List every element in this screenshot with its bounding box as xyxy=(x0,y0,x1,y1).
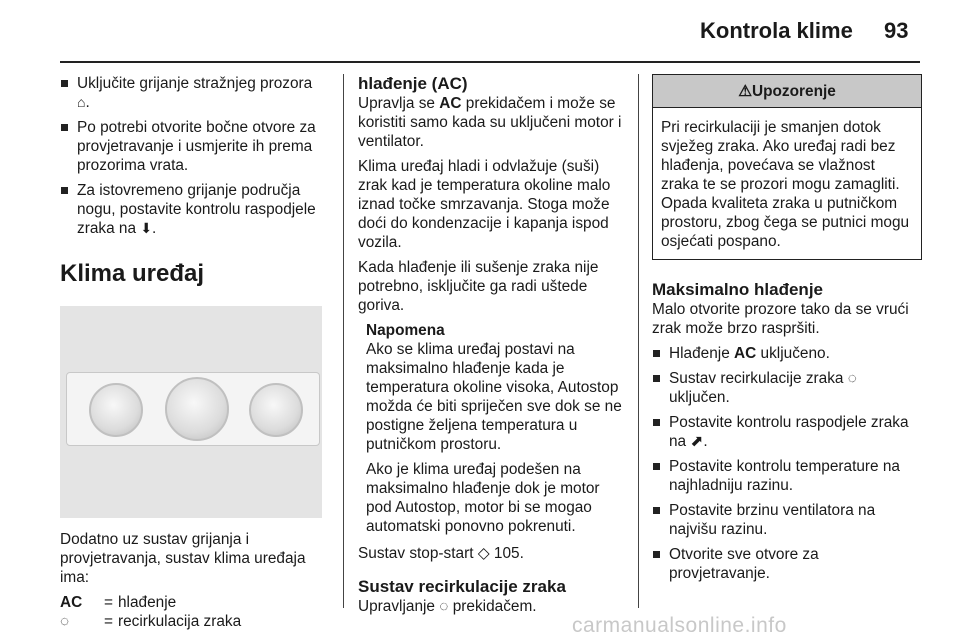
bullet-text: Postavite kontrolu temperature na najhladniju razinu. xyxy=(669,458,900,494)
column-right xyxy=(652,74,922,589)
bullet-text: Za istovremeno grijanje područja nogu, postavite kontrolu raspodjele zraka na xyxy=(77,182,316,237)
list-item xyxy=(652,369,922,407)
section-heading-recirculation: Sustav recirkulacije zraka xyxy=(358,577,566,596)
climate-control-panel-figure xyxy=(60,306,322,518)
ref-page: 105. xyxy=(493,545,524,562)
warning-icon: ⚠ xyxy=(738,83,752,100)
header-rule xyxy=(60,61,920,63)
definition-list xyxy=(60,593,328,631)
warning-header xyxy=(653,75,921,108)
bullet-tail: . xyxy=(152,220,157,237)
note-title: Napomena xyxy=(366,322,445,339)
paragraph: Kada hlađenje ili sušenje zraka nije potrebno, isključite ga radi uštede goriva. xyxy=(358,259,599,314)
ac-label: AC xyxy=(734,345,757,362)
fan-speed-knob xyxy=(165,377,229,441)
watermark: carmanualsonline.info xyxy=(572,614,787,637)
bullet-marker xyxy=(653,350,660,357)
text-span: Upravljanje xyxy=(358,598,435,615)
text-span: Sustav recirkulacije zraka xyxy=(669,370,844,387)
header-title: Kontrola klime xyxy=(700,18,853,43)
bullet-marker xyxy=(653,419,660,426)
note-paragraph: Ako je klima uređaj podešen na maksimalno hlađenje dok je motor pod Autostop, motor bi se mogao automatski ponovno pokrenuti. xyxy=(366,461,600,535)
text-span: prekidačem i može se koristiti samo kada su uključeni motor i ventilator. xyxy=(358,95,622,150)
bullet-text: Po potrebi otvorite bočne otvore za provjetravanje i usmjerite ih prema prozorima vrata. xyxy=(77,119,316,174)
section-heading-ac: hlađenje (AC) xyxy=(358,74,468,93)
bullet-marker xyxy=(653,463,660,470)
def-key: AC xyxy=(60,594,83,611)
bullet-text: Otvorite sve otvore za provjetravanje. xyxy=(669,546,819,582)
def-eq: = xyxy=(104,594,113,611)
rear-defrost-icon: ⌂ xyxy=(77,94,86,110)
def-value: recirkulacija zraka xyxy=(118,613,242,630)
list-item xyxy=(652,545,922,583)
text-span: . xyxy=(703,433,708,450)
paragraph xyxy=(358,94,626,151)
ref-text: Sustav stop-start xyxy=(358,545,474,562)
text-span: Postavite kontrolu raspodjele zraka na xyxy=(669,414,909,450)
recirculation-icon: ◌ xyxy=(439,598,449,615)
list-item xyxy=(60,118,328,175)
bullet-marker xyxy=(653,375,660,382)
bullet-marker xyxy=(61,124,68,131)
airflow-feet-windscreen-icon: ⬇ xyxy=(140,220,153,236)
paragraph: Malo otvorite prozore tako da se vrući zrak može brzo raspršiti. xyxy=(652,301,909,337)
recirculation-icon: ◌ xyxy=(847,370,857,387)
list-item xyxy=(652,413,922,451)
text-span: Upravlja se xyxy=(358,95,440,112)
bullet-marker xyxy=(653,507,660,514)
page-number: 93 xyxy=(884,18,909,43)
column-divider-2 xyxy=(638,74,639,608)
list-item xyxy=(60,74,328,112)
column-left xyxy=(60,74,328,631)
text-span: uključeno. xyxy=(756,345,830,362)
def-value: hlađenje xyxy=(118,594,177,611)
temperature-knob xyxy=(89,383,143,437)
list-item xyxy=(652,344,922,363)
ac-label: AC xyxy=(439,95,462,112)
column-divider-1 xyxy=(343,74,344,608)
column-middle xyxy=(358,74,626,622)
page-reference-icon: ◇ xyxy=(477,545,490,562)
bullet-marker xyxy=(61,80,68,87)
note-paragraph: Ako se klima uređaj postavi na maksimalno hlađenje kada je temperatura okoline visoka, Autostop možda će biti spriječen sve dok se ne postigne željena temperatura u putničkom prostoru. xyxy=(366,341,622,453)
list-item xyxy=(652,457,922,495)
text-span: uključen. xyxy=(669,389,730,406)
cross-reference xyxy=(358,544,626,563)
list-item xyxy=(652,501,922,539)
intro-paragraph: Dodatno uz sustav grijanja i provjetravanja, sustav klima uređaja ima: xyxy=(60,531,306,586)
def-eq: = xyxy=(104,613,113,630)
paragraph: Klima uređaj hladi i odvlažuje (suši) zrak kad je temperatura okoline malo iznad točke smrzavanja. Stoga može doći do kondenzacije i kapanja ispod vozila. xyxy=(358,158,611,251)
bullet-marker xyxy=(653,551,660,558)
control-panel xyxy=(66,372,320,446)
bullet-marker xyxy=(61,187,68,194)
list-item xyxy=(60,181,328,238)
bullet-tail: . xyxy=(85,94,90,111)
warning-box xyxy=(652,74,922,260)
bullet-text: Postavite brzinu ventilatora na najvišu razinu. xyxy=(669,502,876,538)
warning-text: Pri recirkulaciji je smanjen dotok svježeg zraka. Ako uređaj radi bez hlađenja, povećava se vlažnost zraka te se prozori mogu zamagliti. Opada kvaliteta zraka u putničkom prostoru, zbog čega se putnici mogu osjećati pospano. xyxy=(661,119,910,250)
recirculation-icon: ◌ xyxy=(60,613,70,630)
section-heading: Klima uređaj xyxy=(60,260,205,287)
text-span: Hlađenje xyxy=(669,345,735,362)
section-heading-max-cooling: Maksimalno hlađenje xyxy=(652,280,823,299)
text-span: prekidačem. xyxy=(452,598,537,615)
warning-title: Upozorenje xyxy=(752,83,836,100)
note-block xyxy=(358,321,626,536)
air-distribution-knob xyxy=(249,383,303,437)
bullet-text: Uključite grijanje stražnjeg prozora xyxy=(77,75,313,92)
airflow-windscreen-icon: ⬈ xyxy=(690,433,704,450)
